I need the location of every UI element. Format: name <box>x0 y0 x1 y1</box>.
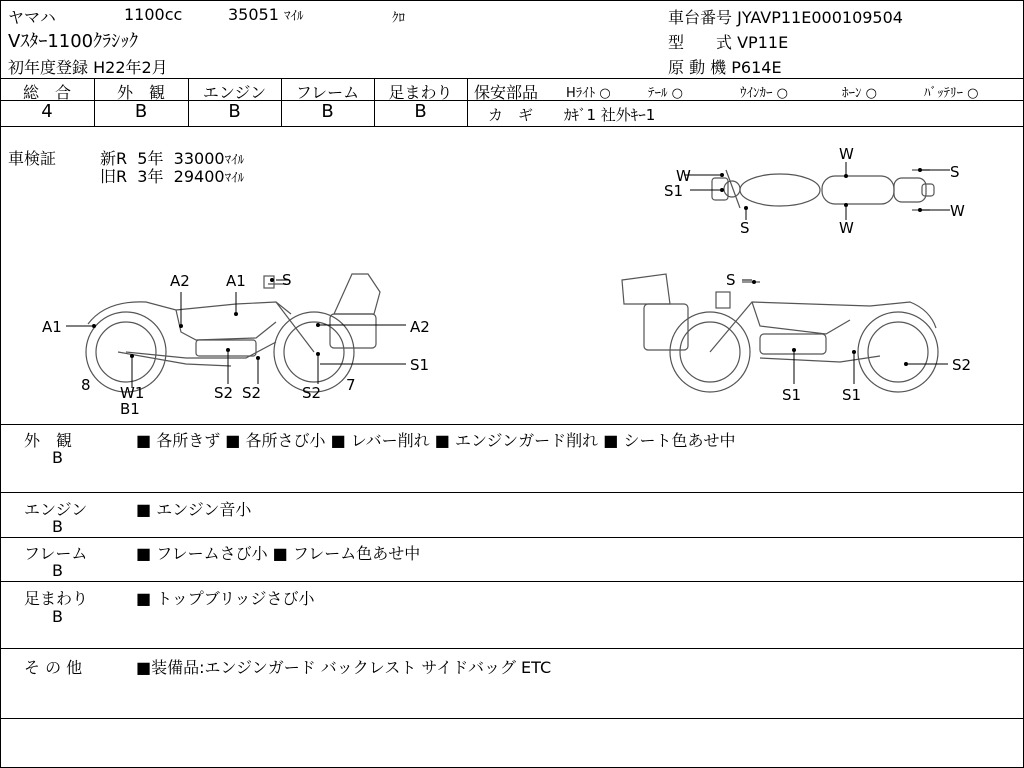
left-label-a1: A1 <box>42 318 62 336</box>
left-label-s1: S1 <box>410 356 430 374</box>
maker: ヤマハ <box>8 8 56 27</box>
grade-value-exterior: B <box>134 101 148 122</box>
inspection-row-old: 旧R 3年 29400ﾏｲﾙ <box>100 167 245 186</box>
safety-horn: ﾎｰﾝ ○ <box>842 86 877 101</box>
top-label-s: S <box>740 219 750 237</box>
grade-label-exterior: 外 観 <box>116 83 165 102</box>
grade-label-engine: エンジン <box>202 83 267 102</box>
grade-label-frame: フレーム <box>295 83 360 102</box>
detail-text: ■装備品:エンジンガード バックレスト サイドバッグ ETC <box>136 658 552 677</box>
inspection-label: 車検証 <box>8 149 57 168</box>
left-label-s2a: S2 <box>214 384 234 402</box>
mileage: 35051 ﾏｲﾙ <box>228 5 304 24</box>
top-label-w1: W <box>676 167 691 185</box>
grade-value-frame: B <box>321 101 334 122</box>
key-label: カ ギ <box>488 106 534 124</box>
detail-text: ■ エンジン音小 <box>136 500 252 519</box>
key-value: ｶｷﾞ1 社外ｷｰ1 <box>564 106 656 124</box>
grade-label-suspension: 足まわり <box>388 83 453 102</box>
displacement: 1100cc <box>124 5 183 24</box>
left-label-7: 7 <box>346 376 356 394</box>
detail-title: フレーム <box>24 544 88 563</box>
safety-label: 保安部品 <box>474 83 539 102</box>
grade-value-overall: 4 <box>41 101 53 122</box>
detail-title: 外 観 <box>24 431 73 450</box>
motorcycle-top-view <box>660 140 980 240</box>
safety-battery: ﾊﾞｯﾃﾘｰ ○ <box>924 86 979 101</box>
first-registration: 初年度登録 H22年2月 <box>8 58 168 77</box>
detail-text: ■ トップブリッジさび小 <box>136 589 315 608</box>
grade-value-engine: B <box>228 101 241 122</box>
left-label-a2: A2 <box>410 318 430 336</box>
model-name: Vｽﾀｰ1100ｸﾗｼｯｸ <box>8 31 139 52</box>
left-label-w1: W1 <box>120 384 145 402</box>
detail-title: そ の 他 <box>24 658 83 677</box>
right-label-s1b: S1 <box>842 386 862 404</box>
left-label-a1-top: A1 <box>226 272 246 290</box>
left-label-b1: B1 <box>120 400 140 418</box>
model-type: 型 式 VP11E <box>668 33 789 52</box>
detail-grade: B <box>52 561 63 580</box>
engine-model: 原 動 機 P614E <box>668 58 782 77</box>
right-label-s1a: S1 <box>782 386 802 404</box>
detail-grade: B <box>52 448 63 467</box>
top-label-s2: S <box>950 163 960 181</box>
left-label-s: S <box>282 271 292 289</box>
top-label-w3: W <box>839 219 854 237</box>
top-label-w4: W <box>950 202 965 220</box>
right-label-s2: S2 <box>952 356 972 374</box>
detail-text: ■ フレームさび小 ■ フレーム色あせ中 <box>136 544 421 563</box>
safety-taillight: ﾃｰﾙ ○ <box>648 86 683 101</box>
safety-headlight: Hﾗｲﾄ ○ <box>566 86 611 101</box>
frame-number: 車台番号 JYAVP11E000109504 <box>668 8 903 27</box>
motorcycle-right-view <box>610 262 990 422</box>
right-label-s: S <box>726 271 736 289</box>
inspection-row-new: 新R 5年 33000ﾏｲﾙ <box>100 149 245 168</box>
motorcycle-left-view <box>36 262 456 422</box>
left-label-a2-top: A2 <box>170 272 190 290</box>
detail-text: ■ 各所きず ■ 各所さび小 ■ レバー削れ ■ エンジンガード削れ ■ シート色あせ中 <box>136 431 736 450</box>
detail-grade: B <box>52 517 63 536</box>
detail-grade: B <box>52 607 63 626</box>
left-label-s2c: S2 <box>302 384 322 402</box>
left-label-8: 8 <box>81 376 91 394</box>
top-label-w2: W <box>839 145 854 163</box>
grade-value-suspension: B <box>414 101 427 122</box>
safety-winker: ｳｲﾝｶｰ ○ <box>740 86 788 101</box>
left-label-s2b: S2 <box>242 384 262 402</box>
top-label-s1: S1 <box>664 182 684 200</box>
color: ｸﾛ <box>392 11 405 26</box>
grade-label-overall: 総 合 <box>22 83 71 102</box>
detail-title: エンジン <box>24 500 88 519</box>
detail-title: 足まわり <box>24 589 89 608</box>
